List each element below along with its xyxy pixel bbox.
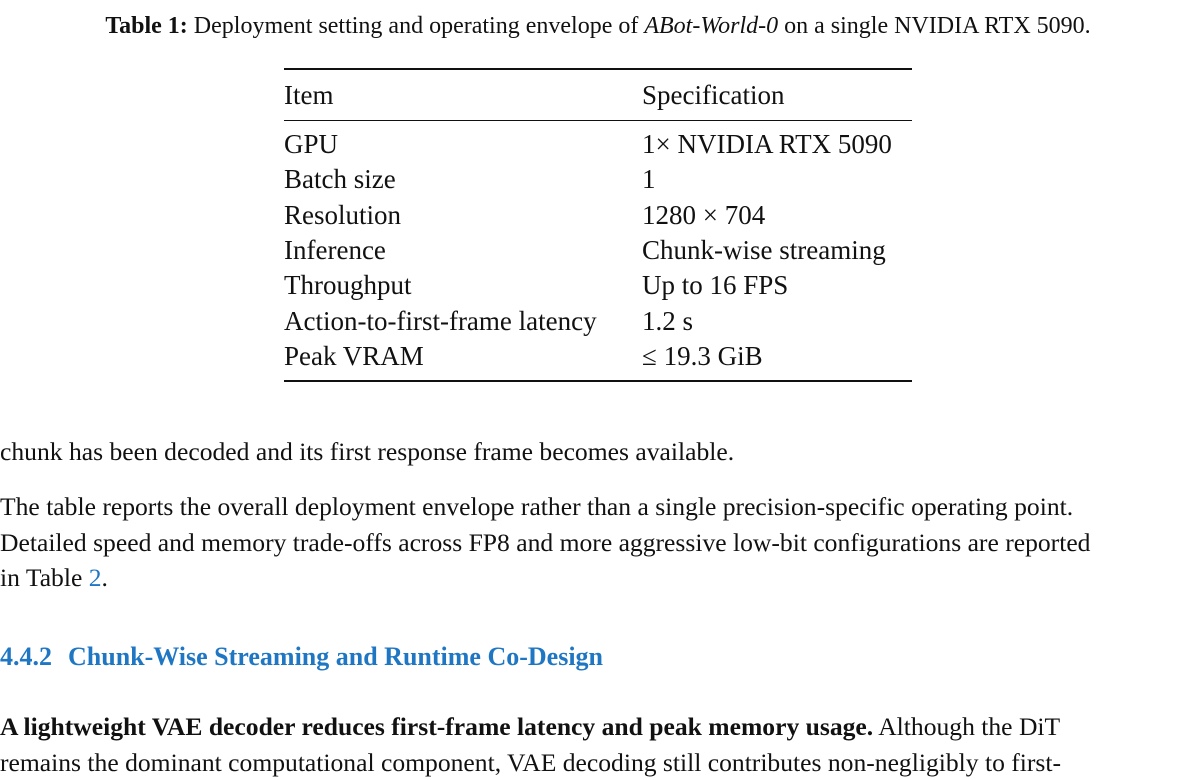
row-spec: Chunk-wise streaming [642, 235, 912, 266]
column-header-item: Item [284, 80, 642, 111]
row-spec: ≤ 19.3 GiB [642, 341, 912, 372]
section-number: 4.4.2 [0, 642, 52, 671]
table-bottom-rule [284, 380, 912, 382]
paragraph-line-text: Although the DiT [878, 712, 1060, 741]
paragraph-line [0, 709, 1196, 745]
table-row [284, 198, 912, 233]
row-spec: 1 [642, 164, 912, 195]
table-header-rule [284, 120, 912, 121]
row-item: Inference [284, 235, 642, 266]
row-spec: Up to 16 FPS [642, 270, 912, 301]
caption-text-before: Deployment setting and operating envelope of [194, 13, 639, 39]
deployment-table [284, 68, 912, 382]
row-item: Throughput [284, 270, 642, 301]
paragraph-line-punctuation: . [102, 563, 108, 592]
table-row [284, 127, 912, 162]
row-item: Resolution [284, 200, 642, 231]
row-spec: 1× NVIDIA RTX 5090 [642, 129, 912, 160]
paragraph-vae-decoder [0, 709, 1196, 780]
table-row [284, 268, 912, 303]
paragraph-line: remains the dominant computational component, VAE decoding still contributes non-negligibly to first- [0, 745, 1196, 780]
table-row [284, 233, 912, 268]
column-header-specification: Specification [642, 80, 912, 111]
table-row [284, 162, 912, 197]
table-caption [0, 10, 1196, 42]
paragraph-lead-sentence: A lightweight VAE decoder reduces first-frame latency and peak memory usage. [0, 712, 873, 741]
section-heading[interactable] [0, 642, 603, 672]
paragraph-line: Detailed speed and memory trade-offs across FP8 and more aggressive low-bit configurations are reported [0, 525, 1196, 561]
table-reference-link[interactable]: 2 [89, 563, 102, 592]
row-item: Batch size [284, 164, 642, 195]
table-header-row [284, 70, 912, 120]
caption-text-after: on a single NVIDIA RTX 5090. [784, 13, 1091, 39]
paragraph-deployment-envelope [0, 489, 1196, 596]
paragraph-continuation: chunk has been decoded and its first response frame becomes available. [0, 434, 1196, 470]
paragraph-line-text: in Table [0, 563, 82, 592]
row-spec: 1.2 s [642, 306, 912, 337]
row-item: Peak VRAM [284, 341, 642, 372]
section-title: Chunk-Wise Streaming and Runtime Co-Design [68, 642, 603, 671]
table-row [284, 303, 912, 338]
caption-label: Table 1: [105, 13, 187, 39]
caption-model-name: ABot-World-0 [644, 13, 778, 39]
paragraph-line: The table reports the overall deployment envelope rather than a single precision-specific operating point. [0, 489, 1196, 525]
row-item: GPU [284, 129, 642, 160]
row-item: Action-to-first-frame latency [284, 306, 642, 337]
paragraph-line [0, 560, 1196, 596]
table-row [284, 339, 912, 374]
row-spec: 1280 × 704 [642, 200, 912, 231]
